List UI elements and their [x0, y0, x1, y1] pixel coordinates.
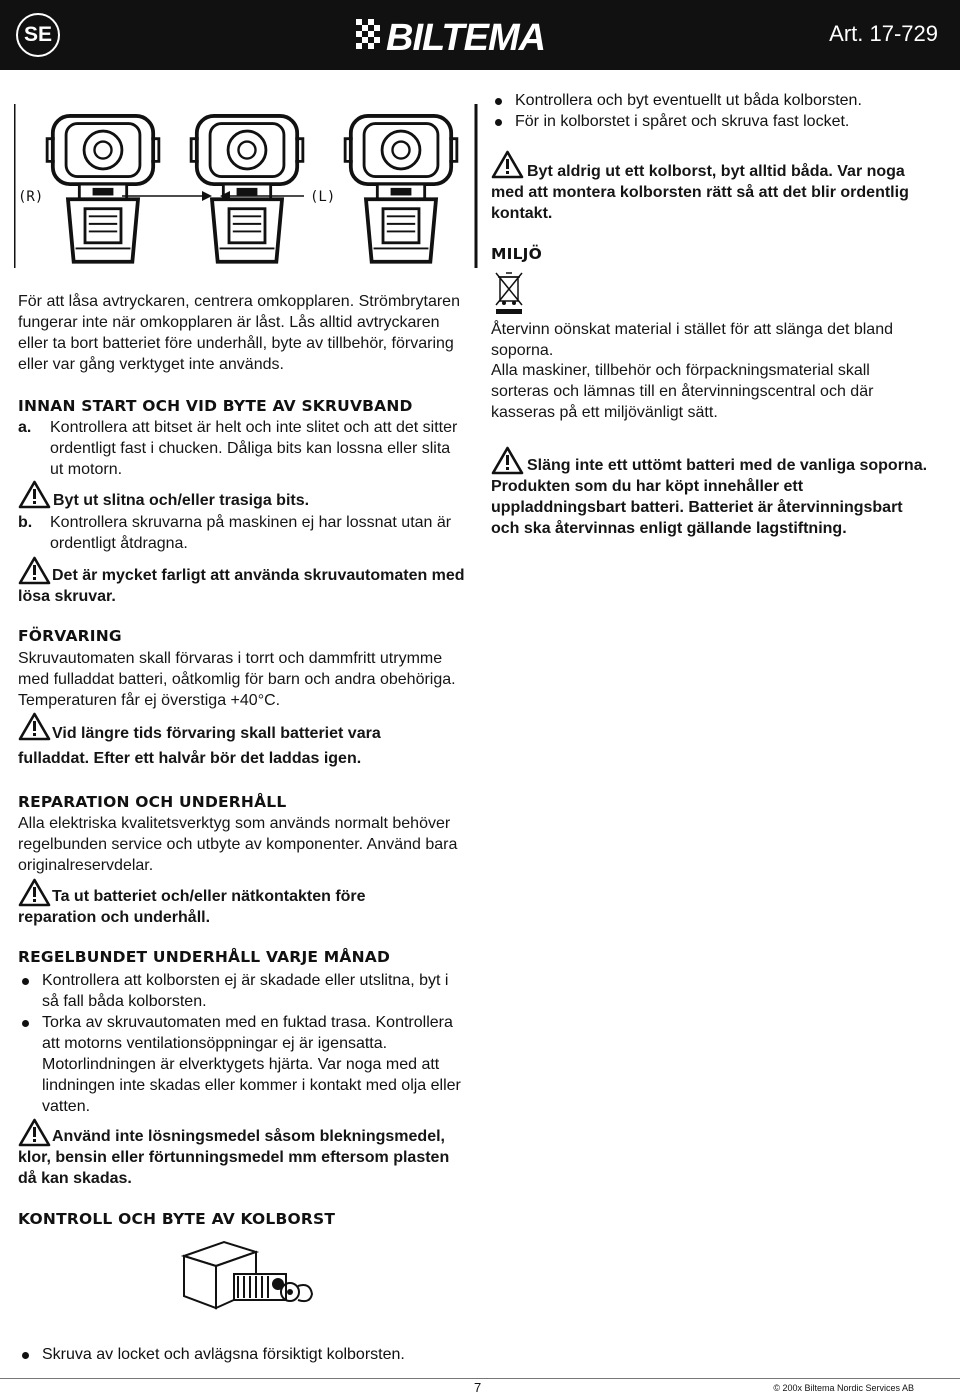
section-title-monthly: REGELBUNDET UNDERHÅLL VARJE MÅNAD	[18, 948, 391, 966]
list-item: Kontrollera och byt eventuellt ut båda kolborsten.	[491, 90, 941, 111]
section-title-brush: KONTROLL OCH BYTE AV KOLBORST	[18, 1210, 336, 1228]
copyright-notice: © 200x Biltema Nordic Services AB	[773, 1383, 914, 1393]
environment-paragraph-1: Återvinn oönskat material i stället för att slänga det bland soporna.	[491, 321, 893, 359]
switch-position-diagram	[14, 96, 478, 271]
warning-triangle-icon	[18, 480, 51, 509]
warning-remove-battery: Ta ut batteriet och/eller nätkontakten före reparation och underhåll.	[18, 888, 366, 926]
language-badge: SE	[16, 13, 60, 57]
warning-loose-screws: Det är mycket farligt att använda skruvautomaten med lösa skruvar.	[18, 567, 465, 605]
step-a-text: Kontrollera att bitset är helt och inte slitet och att det sitter ordentligt fast i chucken. Dåliga bits kan lossna eller slita ut motorn.	[50, 419, 458, 478]
label-left-direction: (L)	[310, 189, 336, 205]
warning-worn-bits: Byt ut slitna och/eller trasiga bits.	[53, 492, 310, 509]
header-bar	[0, 0, 960, 70]
label-right-direction: (R)	[18, 189, 44, 205]
warning-storage-charge: Vid längre tids förvaring skall batteriet vara fulladdat. Efter ett halvår bör det laddas igen.	[18, 725, 381, 767]
brand-wordmark: BILTEMA	[386, 17, 546, 54]
lock-trigger-paragraph: För att låsa avtryckaren, centrera omkopplaren. Strömbrytaren fungerar inte när omkopplaren är låst. Lås alltid avtryckaren eller ta bort batteriet före underhåll, byte av tillbehör, förvaring eller var gång verktyget inte används.	[18, 293, 460, 373]
section-title-start: INNAN START OCH VID BYTE AV SKRUVBAND	[18, 397, 413, 415]
repair-paragraph: Alla elektriska kvalitetsverktyg som används normalt behöver regelbunden service och utbyte av komponenter. Använd bara originalreservdelar.	[18, 815, 458, 874]
section-title-storage: FÖRVARING	[18, 627, 122, 645]
list-item: Torka av skruvautomaten med en fuktad trasa. Kontrollera att motorns ventilationsöppningar ej är igensatta. Motorlindningen är elverktygets hjärta. Var noga med att lindningen inte skadas eller kommer i kontakt med olja eller vatten.	[18, 1012, 466, 1117]
section-title-repair: REPARATION OCH UNDERHÅLL	[18, 793, 287, 811]
warning-battery-disposal: Släng inte ett uttömt batteri med de vanliga soporna. Produkten som du har köpt innehåller ett uppladdningsbart batteri. Batteriet är återvinningsbart och ska återvinnas enligt gällande lagstiftning.	[491, 457, 928, 537]
article-number: Art. 17-729	[829, 21, 938, 46]
list-item: Skruva av locket och avlägsna försiktigt kolborsten.	[18, 1344, 466, 1365]
page-number: 7	[474, 1380, 482, 1393]
step-b-marker: b.	[18, 514, 33, 531]
monthly-checklist	[18, 970, 466, 1117]
list-item: För in kolborstet i spåret och skruva fast locket.	[491, 111, 941, 132]
biltema-logo	[356, 16, 602, 54]
step-a-marker: a.	[18, 419, 32, 436]
section-title-environment: MILJÖ	[491, 245, 543, 263]
brush-replace-steps	[491, 90, 941, 132]
storage-paragraph: Skruvautomaten skall förvaras i torrt och dammfritt utrymme med fulladdat batteri, oåtkomlig för barn och andra obehöriga. Temperaturen får ej överstiga +40°C.	[18, 650, 456, 709]
warning-replace-both-brushes: Byt aldrig ut ett kolborst, byt alltid båda. Var noga med att montera kolborsten rätt så att det blir ordentlig kontakt.	[491, 163, 909, 222]
footer-divider	[0, 1378, 960, 1379]
environment-paragraph-2: Alla maskiner, tillbehör och förpackningsmaterial skall sorteras och lämnas till en återvinningscentral och där kasseras på ett miljövänligt sätt.	[491, 362, 874, 421]
step-b-text: Kontrollera skruvarna på maskinen ej har lossnat utan är ordentligt åtdragna.	[50, 514, 452, 552]
carbon-brush-illustration	[178, 1238, 318, 1318]
brush-steps	[18, 1344, 466, 1365]
crossed-bin-icon	[493, 269, 525, 315]
warning-solvents: Använd inte lösningsmedel såsom blekningsmedel, klor, bensin eller förtunningsmedel mm eftersom plasten då kan skadas.	[18, 1128, 450, 1187]
list-item: Kontrollera att kolborsten ej är skadade eller utslitna, byt i så fall båda kolborsten.	[18, 970, 466, 1012]
